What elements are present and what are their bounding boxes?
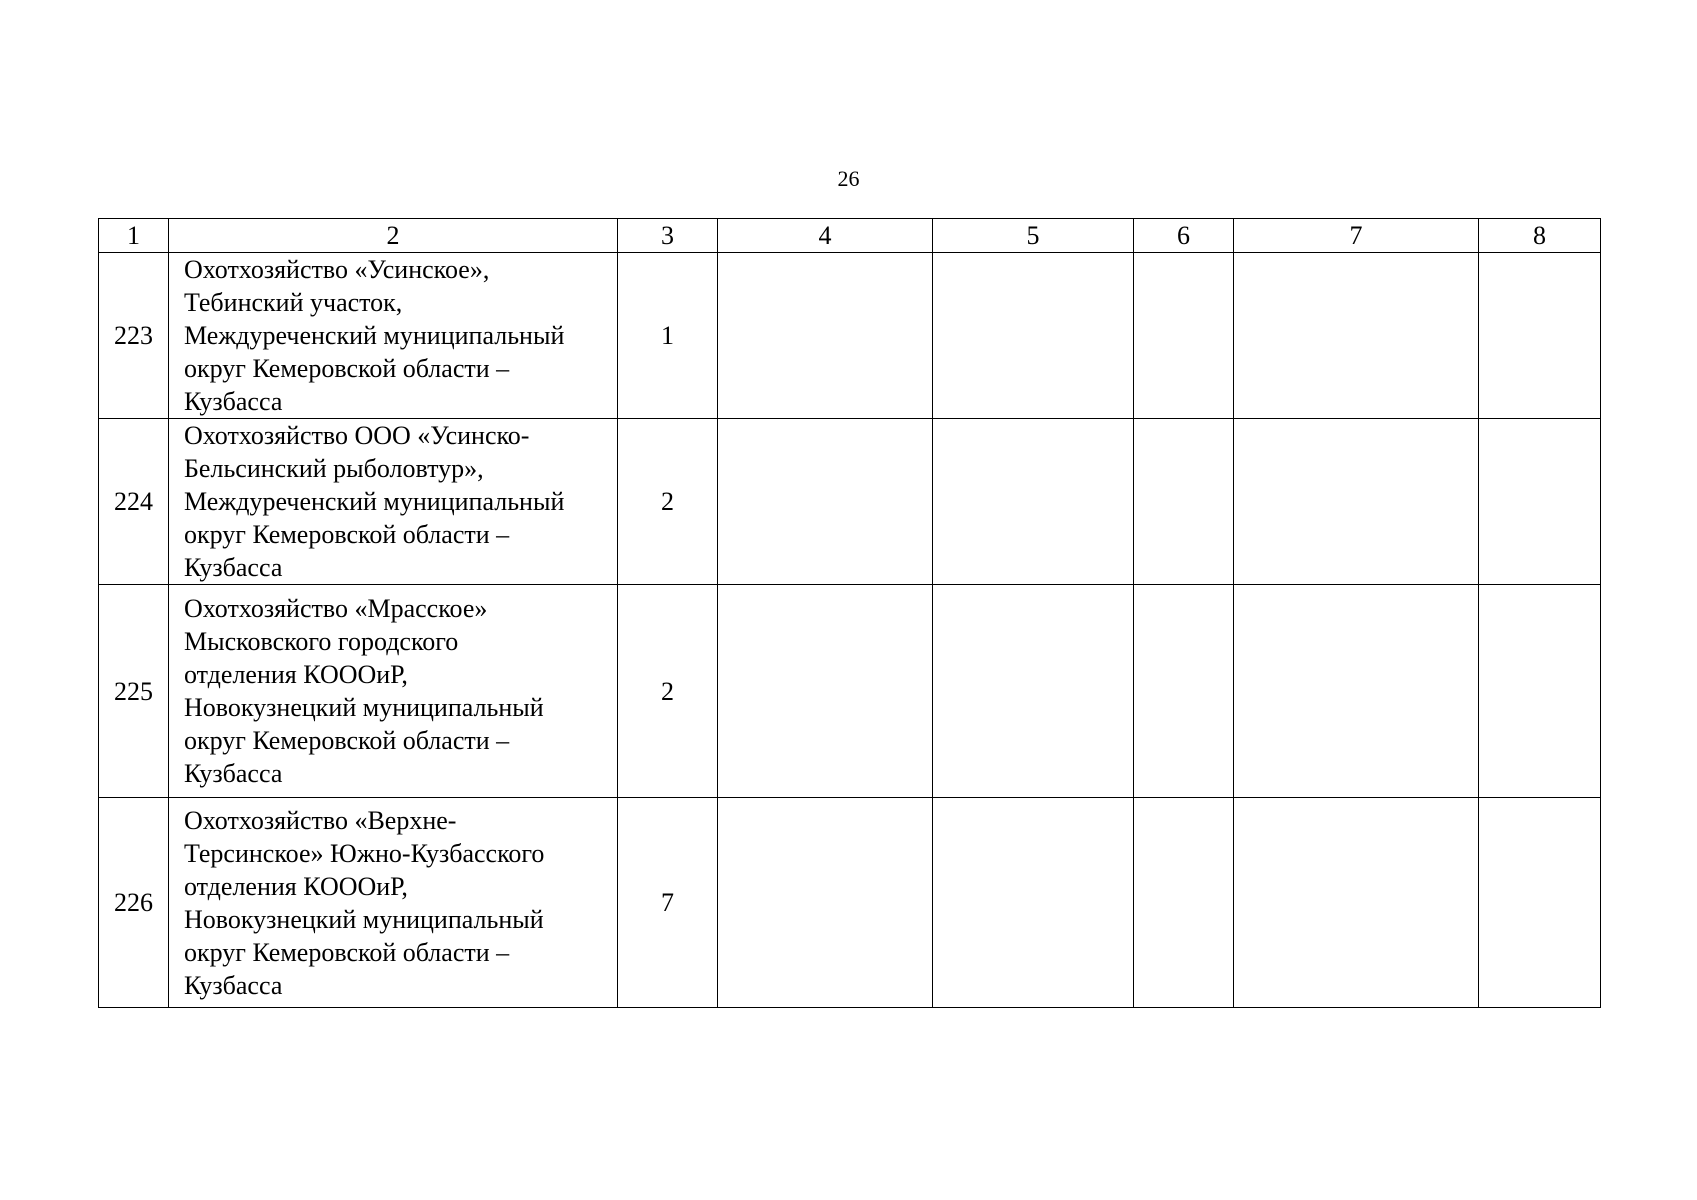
name-line: отделения КОООиР, [184, 660, 408, 689]
header-cell-7: 7 [1234, 219, 1479, 253]
col8-cell [1479, 798, 1601, 1008]
header-cell-8: 8 [1479, 219, 1601, 253]
hunting-grounds-table [98, 218, 1601, 1008]
col8-cell [1479, 419, 1601, 585]
col4-cell [718, 585, 933, 798]
table-row [99, 585, 1601, 798]
header-cell-1: 1 [99, 219, 169, 253]
col3-cell: 2 [618, 419, 718, 585]
col5-cell [933, 585, 1134, 798]
col5-cell [933, 798, 1134, 1008]
name-line: Охотхозяйство «Верхне- [184, 805, 457, 835]
header-cell-2: 2 [169, 219, 618, 253]
col6-cell [1134, 253, 1234, 419]
name-line: Кузбасса [184, 553, 283, 582]
name-line: Терсинское» Южно-Кузбасского [184, 838, 545, 868]
name-line: Бельсинский рыболовтур», [184, 454, 484, 483]
col4-cell [718, 253, 933, 419]
hunting-ground-name-cell [169, 253, 618, 419]
col7-cell [1234, 253, 1479, 419]
name-line: Кузбасса [184, 759, 283, 788]
name-line: Кузбасса [184, 387, 283, 416]
name-line: Охотхозяйство ООО «Усинско- [184, 421, 530, 450]
col7-cell [1234, 585, 1479, 798]
name-line: отделения КОООиР, [184, 871, 408, 901]
page-number: 26 [837, 166, 860, 191]
col8-cell [1479, 585, 1601, 798]
hunting-ground-name-cell [169, 585, 618, 798]
name-line: округ Кемеровской области – [184, 354, 510, 383]
name-line: Охотхозяйство «Усинское», [184, 255, 490, 284]
col6-cell [1134, 798, 1234, 1008]
table-row [99, 253, 1601, 419]
name-line: Тебинский участок, [184, 288, 403, 317]
row-number-cell: 224 [99, 419, 169, 585]
col4-cell [718, 419, 933, 585]
name-line: Междуреченский муниципальный [184, 321, 565, 350]
col3-cell: 1 [618, 253, 718, 419]
name-line: округ Кемеровской области – [184, 726, 510, 755]
col5-cell [933, 253, 1134, 419]
name-line: Кузбасса [184, 970, 283, 1000]
col3-cell: 7 [618, 798, 718, 1008]
col5-cell [933, 419, 1134, 585]
col4-cell [718, 798, 933, 1008]
name-line: Мысковского городского [184, 627, 459, 656]
name-line: округ Кемеровской области – [184, 520, 510, 549]
col6-cell [1134, 585, 1234, 798]
name-line: округ Кемеровской области – [184, 937, 510, 967]
row-number-cell: 226 [99, 798, 169, 1008]
row-number-cell: 223 [99, 253, 169, 419]
name-line: Новокузнецкий муниципальный [184, 693, 544, 722]
col7-cell [1234, 419, 1479, 585]
hunting-ground-name-cell [169, 798, 618, 1008]
col7-cell [1234, 798, 1479, 1008]
header-cell-4: 4 [718, 219, 933, 253]
name-line: Охотхозяйство «Мрасское» [184, 594, 488, 623]
col8-cell [1479, 253, 1601, 419]
col3-cell: 2 [618, 585, 718, 798]
header-row [99, 219, 1601, 253]
name-line: Новокузнецкий муниципальный [184, 904, 544, 934]
table-row [99, 419, 1601, 585]
col6-cell [1134, 419, 1234, 585]
header-cell-3: 3 [618, 219, 718, 253]
hunting-ground-name-cell [169, 419, 618, 585]
name-line: Междуреченский муниципальный [184, 487, 565, 516]
row-number-cell: 225 [99, 585, 169, 798]
table-row [99, 798, 1601, 1008]
header-cell-6: 6 [1134, 219, 1234, 253]
header-cell-5: 5 [933, 219, 1134, 253]
